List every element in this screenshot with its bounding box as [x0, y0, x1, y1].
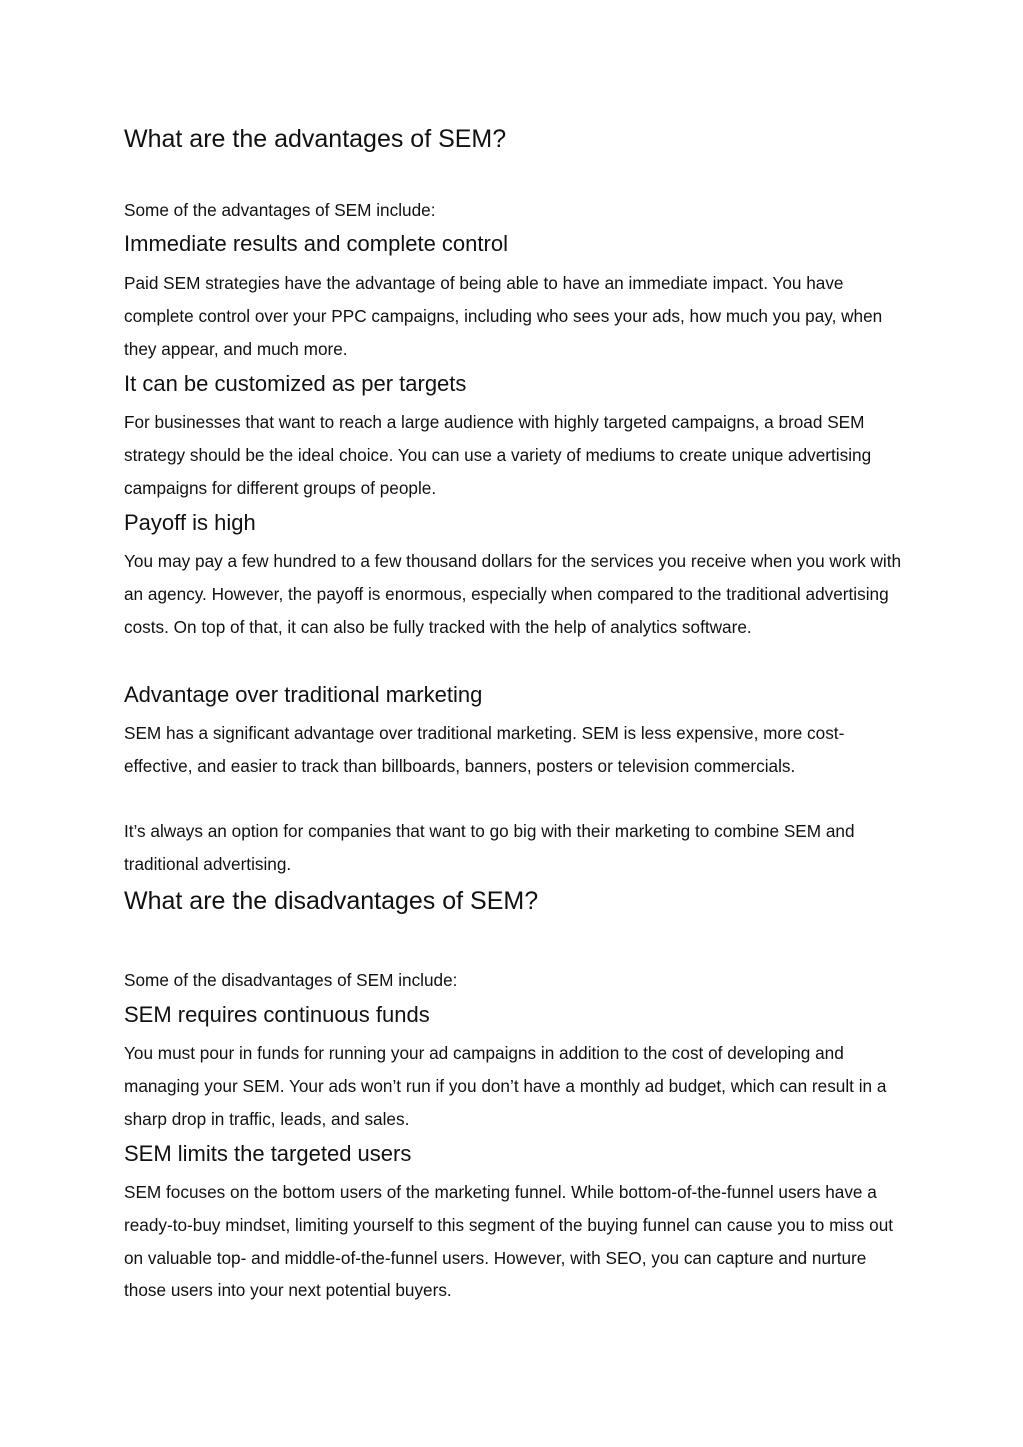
- section-body-immediate-results: Paid SEM strategies have the advantage of being able to have an immediate impact. You have complete control over your PPC campaigns, including who sees your ads, how much you pay, when they appear, and much more.: [124, 273, 883, 359]
- section-title-continuous-funds: SEM requires continuous funds: [124, 1002, 430, 1027]
- section-body-customized: For businesses that want to reach a large audience with highly targeted campaigns, a broad SEM strategy should be the ideal choice. You can use a variety of mediums to create unique advertising campaigns for different groups of people.: [124, 412, 872, 498]
- section-body-payoff: You may pay a few hundred to a few thousand dollars for the services you receive when you work with an agency. However, the payoff is enormous, especially when compared to the traditional advertising costs. On top of that, it can also be fully tracked with the help of analytics software.: [124, 551, 902, 637]
- disadvantages-heading: What are the disadvantages of SEM?: [124, 887, 539, 915]
- section-title-traditional-marketing: Advantage over traditional marketing: [124, 682, 483, 707]
- section-body-targeted-users: SEM focuses on the bottom users of the marketing funnel. While bottom-of-the-funnel users have a ready-to-buy mindset, limiting yourself to this segment of the buying funnel can cause you to miss out on valuable top- and middle-of-the-funnel users. However, with SEO, you can capture and nurture those users into your next potential buyers.: [124, 1182, 894, 1301]
- section-body-continuous-funds: You must pour in funds for running your ad campaigns in addition to the cost of developing and managing your SEM. Your ads won’t run if you don’t have a monthly ad budget, which can result in a sharp drop in traffic, leads, and sales.: [124, 1043, 887, 1129]
- advantages-intro: Some of the advantages of SEM include:: [124, 200, 436, 220]
- advantages-heading: What are the advantages of SEM?: [124, 125, 507, 153]
- section-title-payoff: Payoff is high: [124, 510, 256, 535]
- section-body-traditional-marketing-2: It’s always an option for companies that want to go big with their marketing to combine SEM and traditional advertising.: [124, 821, 855, 874]
- section-title-immediate-results: Immediate results and complete control: [124, 231, 508, 256]
- disadvantages-intro: Some of the disadvantages of SEM include:: [124, 970, 458, 990]
- section-body-traditional-marketing-1: SEM has a significant advantage over traditional marketing. SEM is less expensive, more cost-effective, and easier to track than billboards, banners, posters or television commercials.: [124, 723, 845, 776]
- section-title-customized: It can be customized as per targets: [124, 371, 467, 396]
- section-title-targeted-users: SEM limits the targeted users: [124, 1141, 412, 1166]
